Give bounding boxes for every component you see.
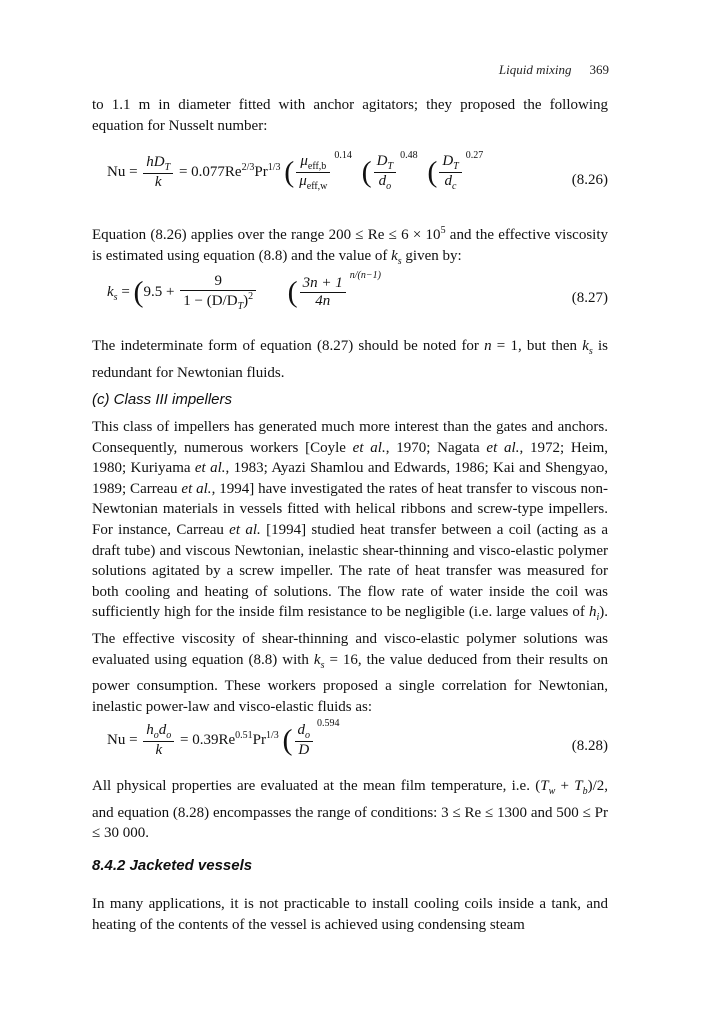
eq827-fraction-2: $\frac{3n + 1}{4n}$ xyxy=(300,275,346,310)
paragraph-class-iii: This class of impellers has generated much more interest than the gates and anchors. Consequently, numerous workers [Coyle et al., 1970; Nagata et al., 1972; Heim, 1980; Kuriyama et al., 1983; Ayazi Shamlou and Edwards, 1986; Kai and Shengyao, 1989; Carreau et al., 1994] have investigated the rates of heat transfer to viscous non-Newtonian materials in vessels fitted with helical ribbons and screw-type impellers. For instance, Carreau et al. [1994] studied heat transfer between a coil (acting as a draft tube) and viscous Newtonian, inelastic shear-thinning and visco-elastic polymer solutions agitated by a screw impeller. The rate of heat transfer was measured for both cooling and heating of solutions. The flow rate of water inside the coil was sufficiently high for the inside film resistance to be negligible (i.e. large values of $h_i$). The effective viscosity of shear-thinning and visco-elastic polymer solutions was evaluated using equation (8.8) with $k_s = 16$, the value deduced from their results on power consumption. These workers proposed a single correlation for Newtonian, inelastic power-law and visco-elastic fluids as: xyxy=(92,419,609,715)
header-title: Liquid mixing xyxy=(498,62,572,77)
paragraph-physical-properties: All physical properties are evaluated at the mean film temperature, i.e. $(T_w + T_b)/2$, and equation (8.28) encompasses the range of conditions: 3 ≤ Re ≤ 1300 and 500 ≤ Pr ≤ 30 000. xyxy=(92,778,609,842)
eq826-frac: $\frac{hD_T}{k}$ xyxy=(143,154,173,191)
eq828-frac: $\frac{h_od_o}{k}$ xyxy=(143,722,174,759)
eq826-lhs: Nu = xyxy=(107,164,138,180)
eq827-fraction-1: $\frac{9}{1 - (D/D_T)^2}$ xyxy=(180,273,256,312)
eq826-dt-dc-ratio: $\frac{D_T}{d_c}$ xyxy=(439,153,461,192)
equation-8-26: Nu = $\frac{hD_T}{k}$ = $0.077Re^{2/3}Pr^{1/3}$ ( $\frac{\mu_{eff,b}}{\mu_{eff,w}}$ $^{0.14}$ ( $\frac{D_T}{d_o}$ $^{0.48}$ ( $\frac{D_T}{d_c}$ $^{0.27}$ (8.26) xyxy=(107,150,608,193)
heading-class-iii-impellers: (c) Class III impellers xyxy=(92,391,233,408)
page-number: 369 xyxy=(589,62,609,77)
paragraph-indeterminate: The indeterminate form of equation (8.27) should be noted for n = 1, but then $k_s$ is redundant for Newtonian fluids. xyxy=(92,338,608,381)
eq826-viscosity-ratio: $\frac{\mu_{eff,b}}{\mu_{eff,w}}$ xyxy=(296,153,330,192)
equation-number-8-27: (8.27) xyxy=(571,290,608,306)
equation-8-27: $k_s = (9.5$ + $\frac{9}{1 - (D/D_T)^2}$ ( $\frac{3n + 1}{4n}$ $^{n/(n-1)}$ (8.27) xyxy=(107,270,608,313)
paragraph-intro: to 1.1 m in diameter fitted with anchor agitators; they proposed the following equation for Nusselt number: xyxy=(92,97,608,134)
heading-jacketed-vessels: 8.4.2 Jacketed vessels xyxy=(92,857,253,874)
equation-number-8-26: (8.26) xyxy=(571,172,608,188)
paragraph-jacketed: In many applications, it is not practicable to install cooling coils inside a tank, and heating of the contents of the vessel is achieved using condensing steam xyxy=(92,896,608,933)
eq826-dt-do-ratio: $\frac{D_T}{d_o}$ xyxy=(374,153,396,192)
equation-number-8-28: (8.28) xyxy=(571,738,608,754)
running-header xyxy=(499,62,609,78)
equation-8-28: Nu = $\frac{h_od_o}{k}$ = $0.39Re^{0.51}Pr^{1/3}$ ( $\frac{d_o}{D}$ $^{0.594}$ (8.28) xyxy=(107,718,608,759)
paragraph-range: Equation (8.26) applies over the range $200 \le Re \le 6 \times 10^5$ and the effective viscosity is estimated using equation (8.8) and the value of $k_s$ given by: xyxy=(92,225,608,267)
eq828-ratio: $\frac{d_o}{D}$ xyxy=(295,722,314,759)
